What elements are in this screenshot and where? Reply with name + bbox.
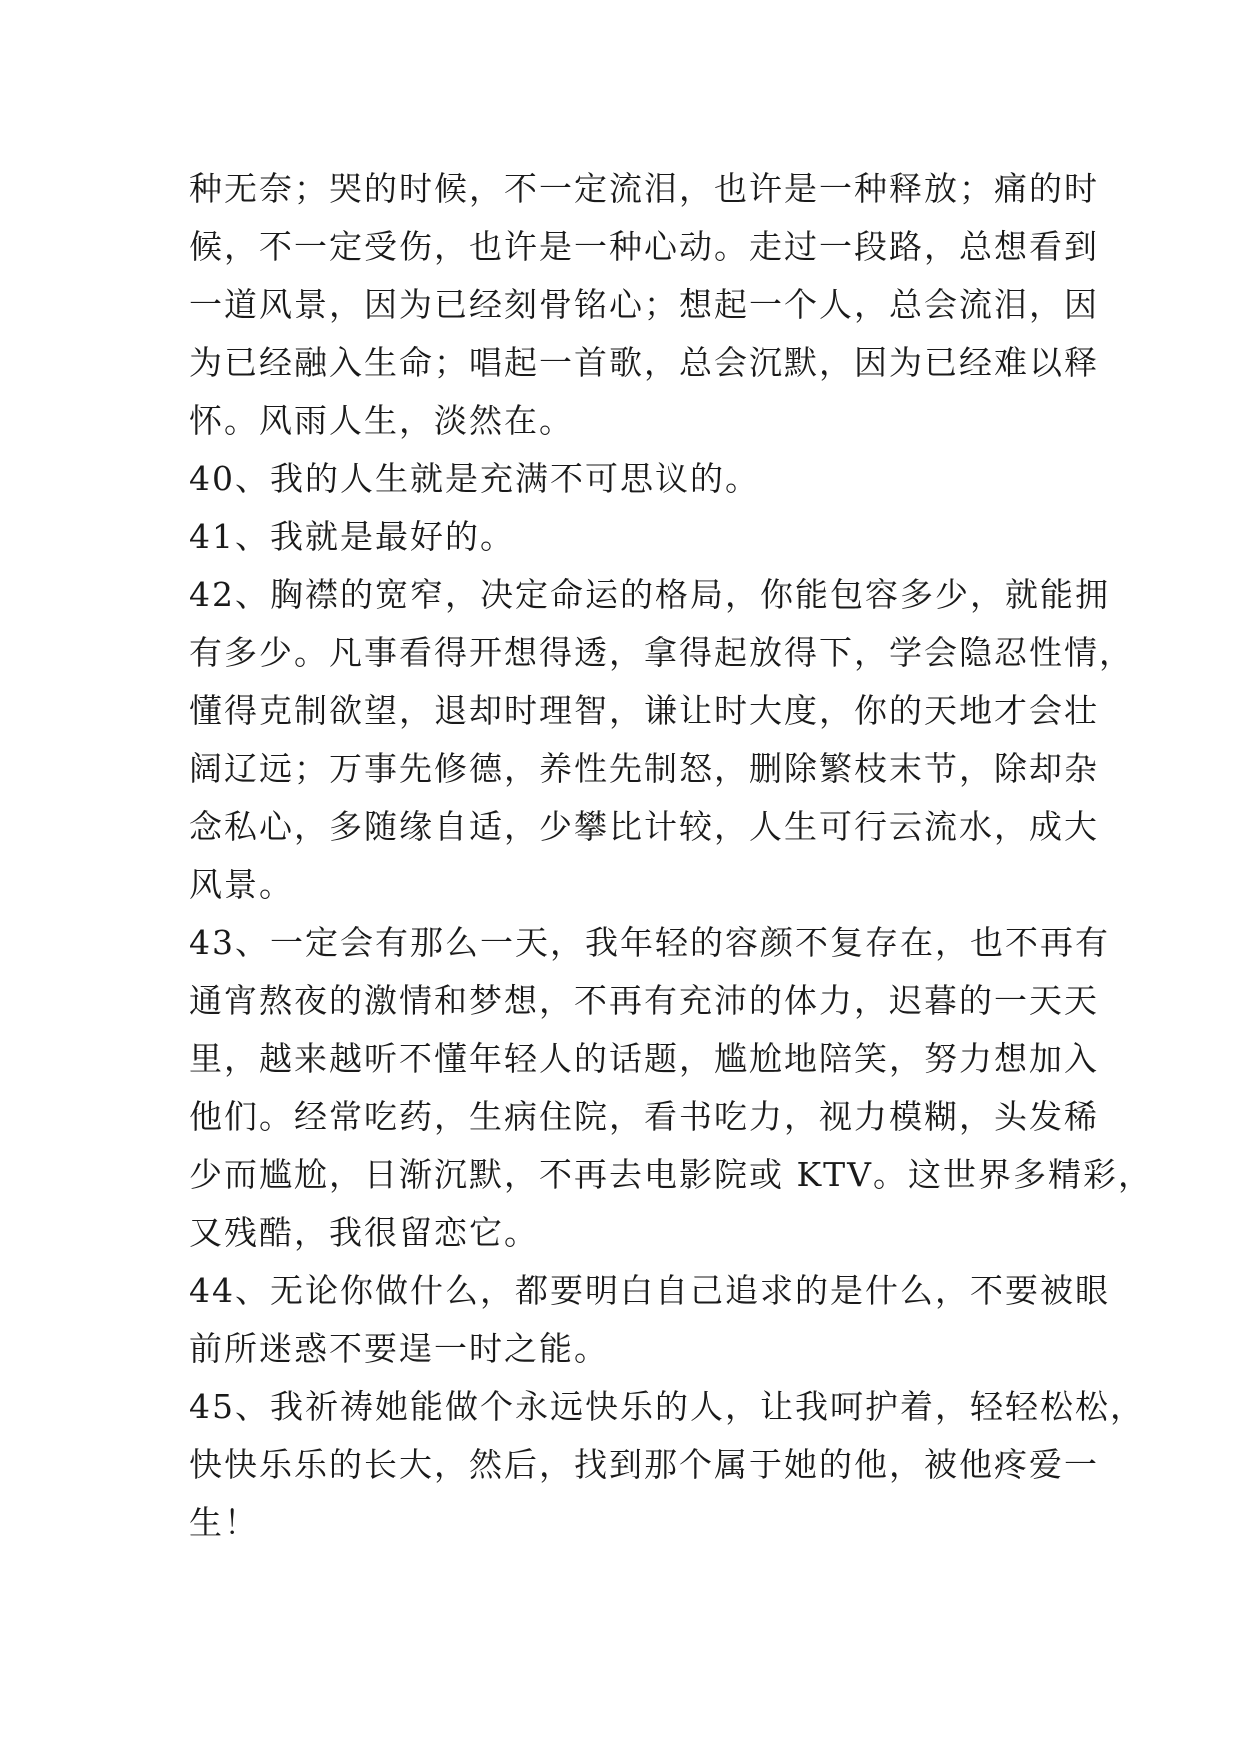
item-40: 40、我的人生就是充满不可思议的。 xyxy=(189,459,760,498)
text-line: 懂得克制欲望，退却时理智，谦让时大度，你的天地才会壮 xyxy=(189,691,1099,730)
text-line: 有多少。凡事看得开想得透，拿得起放得下，学会隐忍性情， xyxy=(189,633,1134,672)
item-45: 45、我祈祷她能做个永远快乐的人，让我呵护着，轻轻松松， xyxy=(189,1387,1145,1426)
text-line: 他们。经常吃药，生病住院，看书吃力，视力模糊，头发稀 xyxy=(189,1097,1099,1136)
text-line: 一道风景，因为已经刻骨铭心；想起一个人，总会流泪，因 xyxy=(189,285,1099,324)
item-41: 41、我就是最好的。 xyxy=(189,517,515,556)
item-44: 44、无论你做什么，都要明白自己追求的是什么，不要被眼 xyxy=(189,1271,1110,1310)
text-line: 前所迷惑不要逞一时之能。 xyxy=(189,1329,609,1368)
text-line: 通宵熬夜的激情和梦想，不再有充沛的体力，迟暮的一天天 xyxy=(189,981,1099,1020)
text-line: 种无奈；哭的时候，不一定流泪，也许是一种释放；痛的时 xyxy=(189,169,1099,208)
text-line: 生！ xyxy=(189,1503,259,1542)
text-line: 少而尴尬，日渐沉默，不再去电影院或 KTV。这世界多精彩， xyxy=(189,1155,1153,1194)
text-line: 里，越来越听不懂年轻人的话题，尴尬地陪笑，努力想加入 xyxy=(189,1039,1099,1078)
text-line: 又残酷，我很留恋它。 xyxy=(189,1213,539,1252)
text-line: 念私心，多随缘自适，少攀比计较，人生可行云流水，成大 xyxy=(189,807,1099,846)
item-43: 43、一定会有那么一天，我年轻的容颜不复存在，也不再有 xyxy=(189,923,1110,962)
text-line: 怀。风雨人生，淡然在。 xyxy=(189,401,574,440)
text-line: 快快乐乐的长大，然后，找到那个属于她的他，被他疼爱一 xyxy=(189,1445,1099,1484)
document-body xyxy=(189,160,1153,1552)
text-line: 候，不一定受伤，也许是一种心动。走过一段路，总想看到 xyxy=(189,227,1099,266)
text-line: 为已经融入生命；唱起一首歌，总会沉默，因为已经难以释 xyxy=(189,343,1099,382)
text-line: 阔辽远；万事先修德，养性先制怒，删除繁枝末节，除却杂 xyxy=(189,749,1099,788)
text-line: 风景。 xyxy=(189,865,294,904)
item-42: 42、胸襟的宽窄，决定命运的格局，你能包容多少，就能拥 xyxy=(189,575,1110,614)
